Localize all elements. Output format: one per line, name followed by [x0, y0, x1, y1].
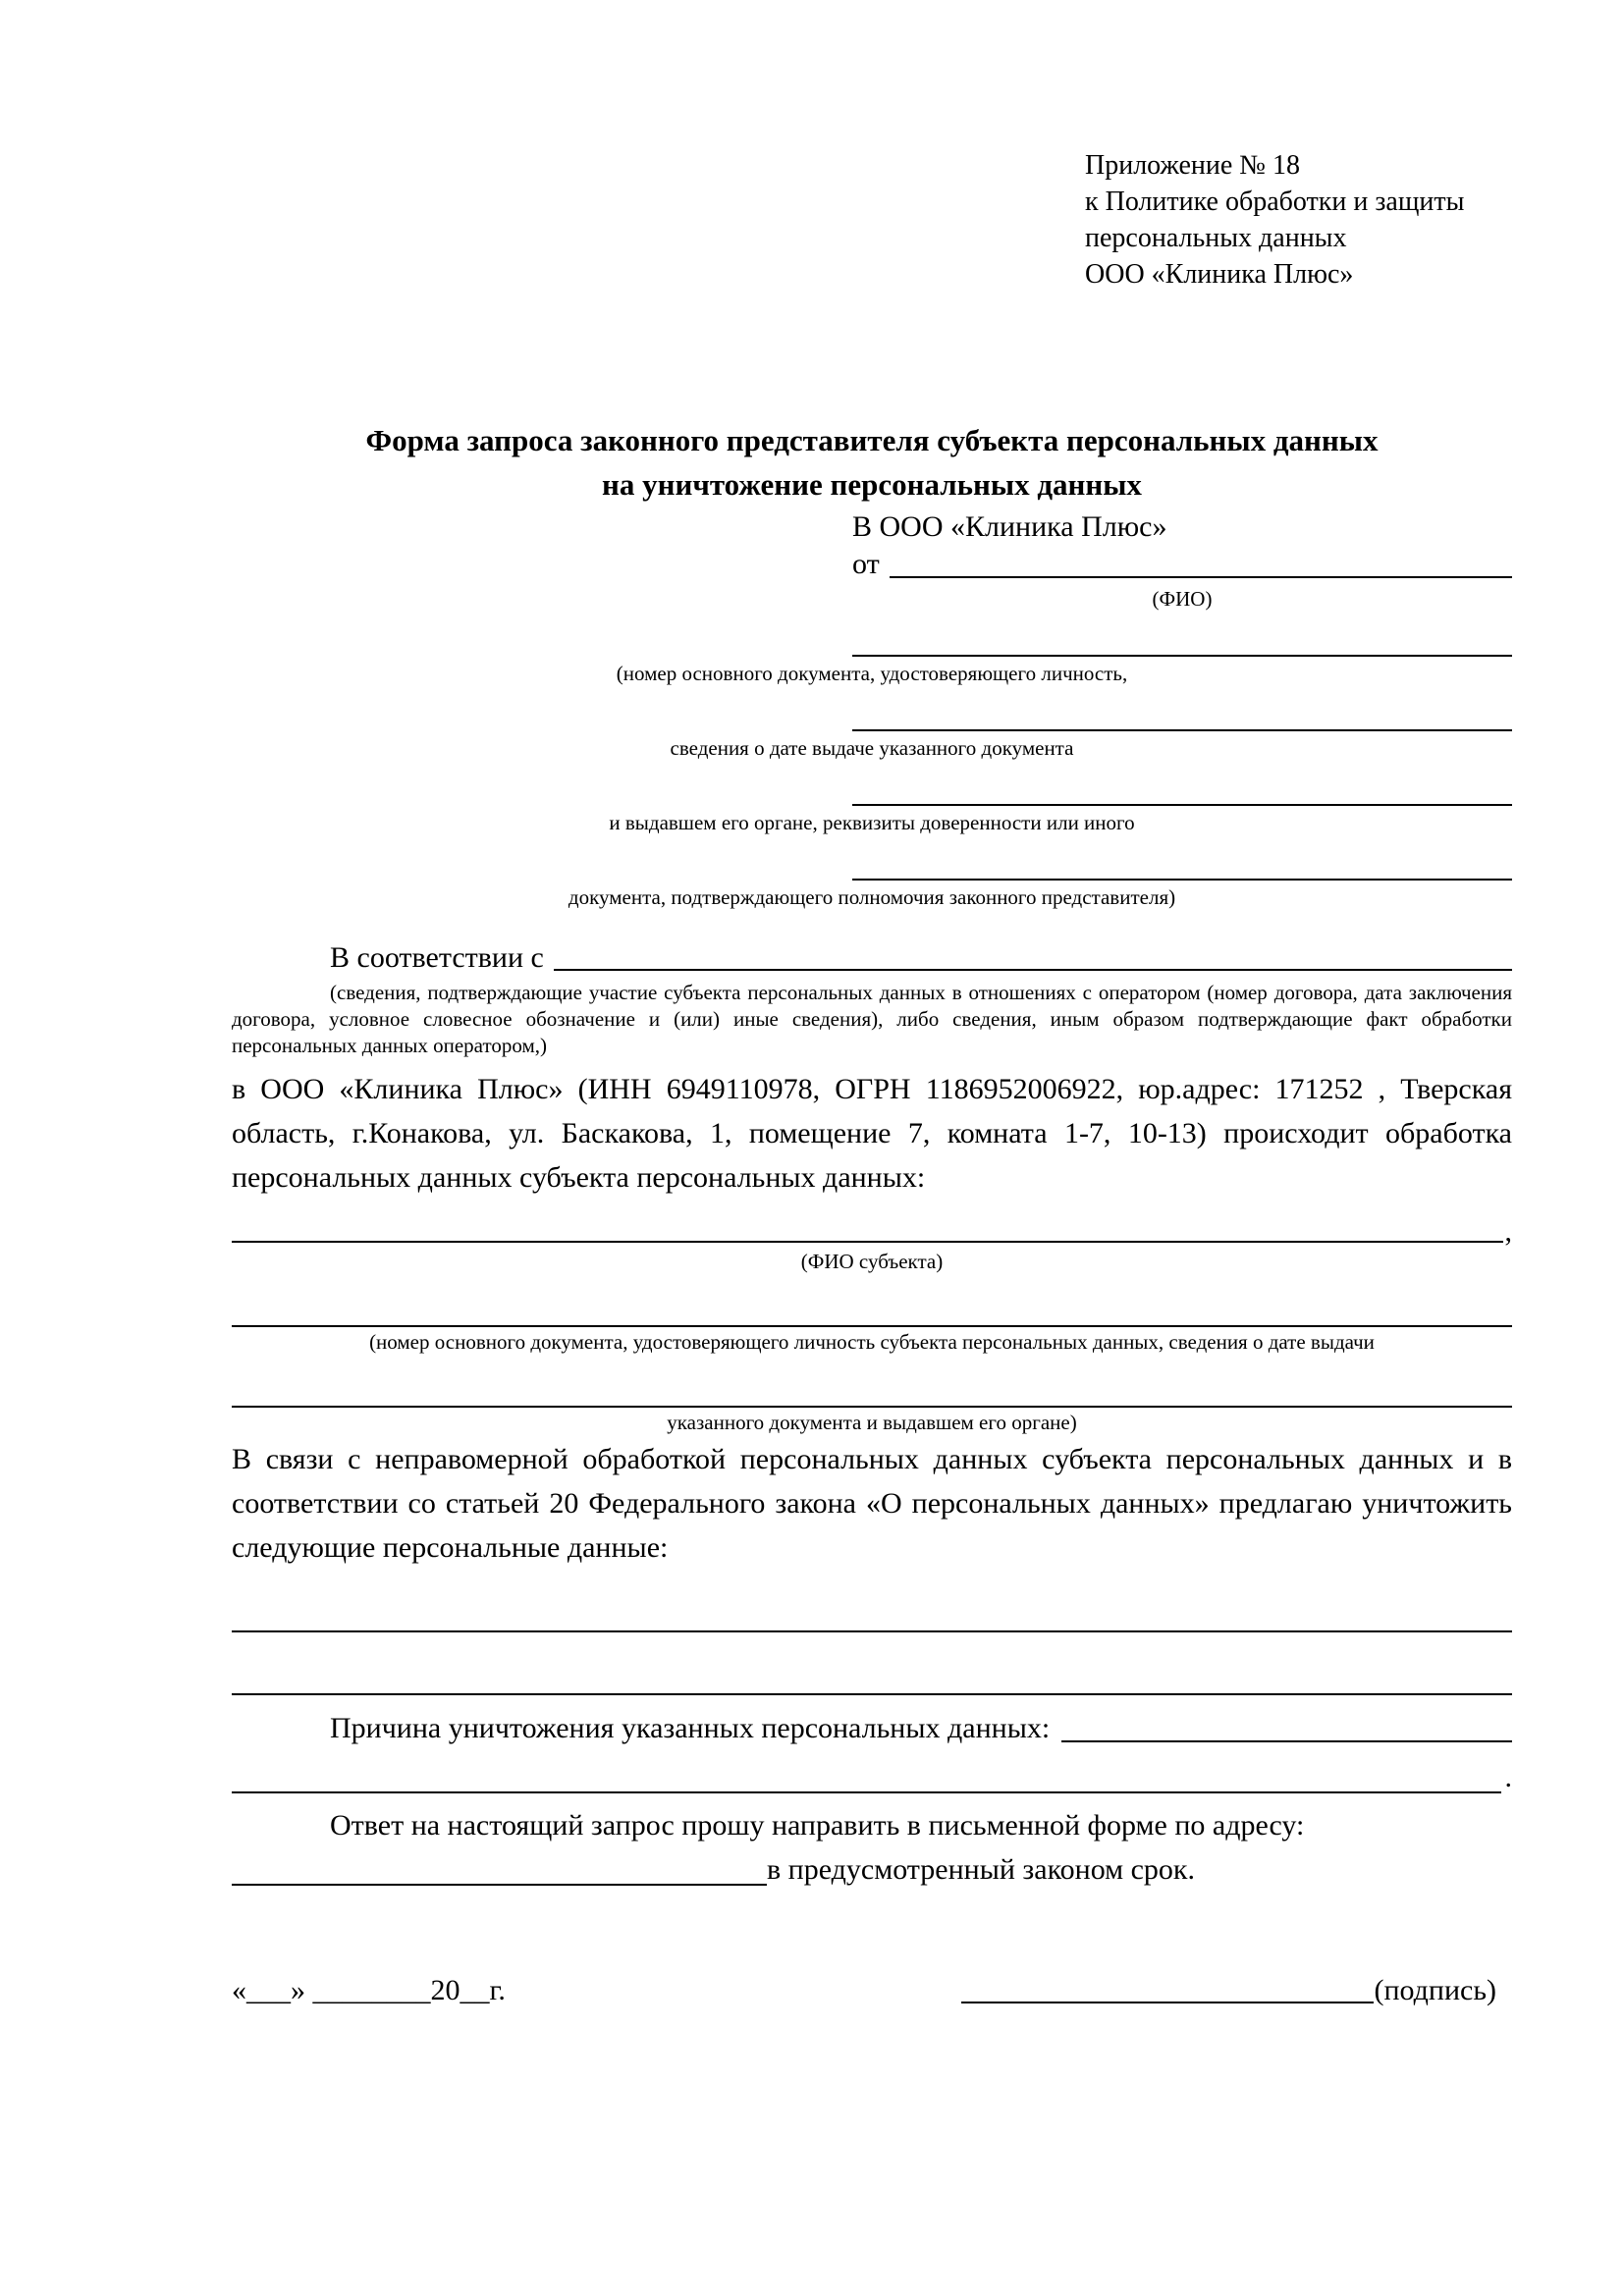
annex-policy-line1: к Политике обработки и защиты: [1085, 187, 1465, 217]
reason-continuation-row: [232, 1758, 1512, 1797]
addressee-company: В ООО «Клиника Плюс»: [852, 510, 1167, 543]
data-to-destroy-line-2[interactable]: [232, 1660, 1512, 1695]
reply-address-row: [232, 1847, 1512, 1892]
document-title: [232, 418, 1512, 507]
representative-doc-line-2[interactable]: [852, 686, 1512, 731]
representative-doc-caption-1: (номер основного документа, удостоверяющего личность,: [616, 661, 1128, 685]
subject-fio-row: [232, 1217, 1512, 1247]
document-content: [232, 0, 1512, 2009]
reply-address-line[interactable]: [232, 1884, 767, 1886]
reply-paragraph: Ответ на настоящий запрос прошу направить в письменной форме по адресу:: [330, 1809, 1305, 1842]
subject-fio-caption: (ФИО субъекта): [800, 1250, 944, 1273]
signature-caption: (подпись): [1374, 1974, 1496, 2006]
representative-doc-line-4[interactable]: [852, 835, 1512, 881]
representative-doc-line-1[interactable]: [852, 612, 1512, 657]
accordance-row: [232, 941, 1512, 976]
annex-number: Приложение № 18: [1085, 150, 1300, 181]
accordance-basis-line[interactable]: [554, 969, 1512, 971]
reason-line-2[interactable]: [232, 1791, 1501, 1793]
reason-row: [232, 1709, 1512, 1748]
from-label: от: [852, 548, 880, 580]
addressee-block: [852, 508, 1512, 582]
reason-label: Причина уничтожения указанных персональных данных:: [330, 1712, 1051, 1744]
accordance-label: В соответствии с: [330, 940, 544, 974]
annex-reference-block: [1085, 147, 1512, 293]
reason-line[interactable]: [1061, 1740, 1512, 1742]
signature-line[interactable]: [961, 2002, 1374, 2003]
subject-doc-line-1[interactable]: [232, 1296, 1512, 1327]
subject-doc-caption-1: (номер основного документа, удостоверяющего личность субъекта персональных данных, сведения о дате выдачи: [369, 1330, 1375, 1354]
subject-doc-caption-2: указанного документа и выдавшем его органе): [667, 1411, 1077, 1434]
representative-fio-caption: (ФИО): [1152, 586, 1213, 611]
document-title-line2: на уничтожение персональных данных: [602, 467, 1142, 502]
subject-doc-line-2[interactable]: [232, 1376, 1512, 1408]
fio-caption-wrap: [232, 586, 1512, 612]
subject-fio-line[interactable]: [232, 1241, 1503, 1243]
representative-doc-caption-4: документа, подтверждающего полномочия законного представителя): [568, 884, 1176, 909]
accordance-note: (сведения, подтверждающие участие субъекта персональных данных в отношениях с оператором (номер договора, дата заключения договора, условное словесное обозначение и (или) иные сведения), либо сведения, иным образом подтверждающие факт обработки персональных данных оператором,): [232, 981, 1512, 1057]
request-paragraph: В связи с неправомерной обработкой персональных данных субъекта персональных данных и в соответствии со статьей 20 Федерального закона «О персональных данных» предлагаю уничтожить следующие персональные данные:: [232, 1443, 1512, 1564]
representative-name-line[interactable]: [890, 576, 1512, 578]
representative-doc-caption-3: и выдавшем его органе, реквизиты доверенности или иного: [609, 810, 1135, 834]
reply-tail-text: в предусмотренный законом срок.: [767, 1853, 1195, 1886]
date-blank-text[interactable]: «___» ________20__г.: [232, 1974, 506, 2006]
representative-doc-line-3[interactable]: [852, 761, 1512, 806]
data-to-destroy-line-1[interactable]: [232, 1597, 1512, 1632]
document-title-line1: Форма запроса законного представителя субъекта персональных данных: [365, 423, 1379, 457]
subject-fio-comma: ,: [1504, 1215, 1512, 1248]
signature-right-group: [961, 1972, 1496, 2009]
from-field-row: [852, 548, 1512, 582]
annex-policy-line2: персональных данных: [1085, 223, 1347, 253]
signature-row: [232, 1972, 1512, 2009]
reason-period: .: [1504, 1761, 1512, 1793]
operator-paragraph: в ООО «Клиника Плюс» (ИНН 6949110978, ОГРН 1186952006922, юр.адрес: 171252 , Тверская область, г.Конакова, ул. Баскакова, 1, помещение 7, комната 1-7, 10-13) происходит обработка персональных данных субъекта персональных данных:: [232, 1073, 1512, 1194]
annex-company: ООО «Клиника Плюс»: [1085, 259, 1354, 290]
representative-doc-caption-2: сведения о дате выдаче указанного документа: [670, 735, 1074, 760]
